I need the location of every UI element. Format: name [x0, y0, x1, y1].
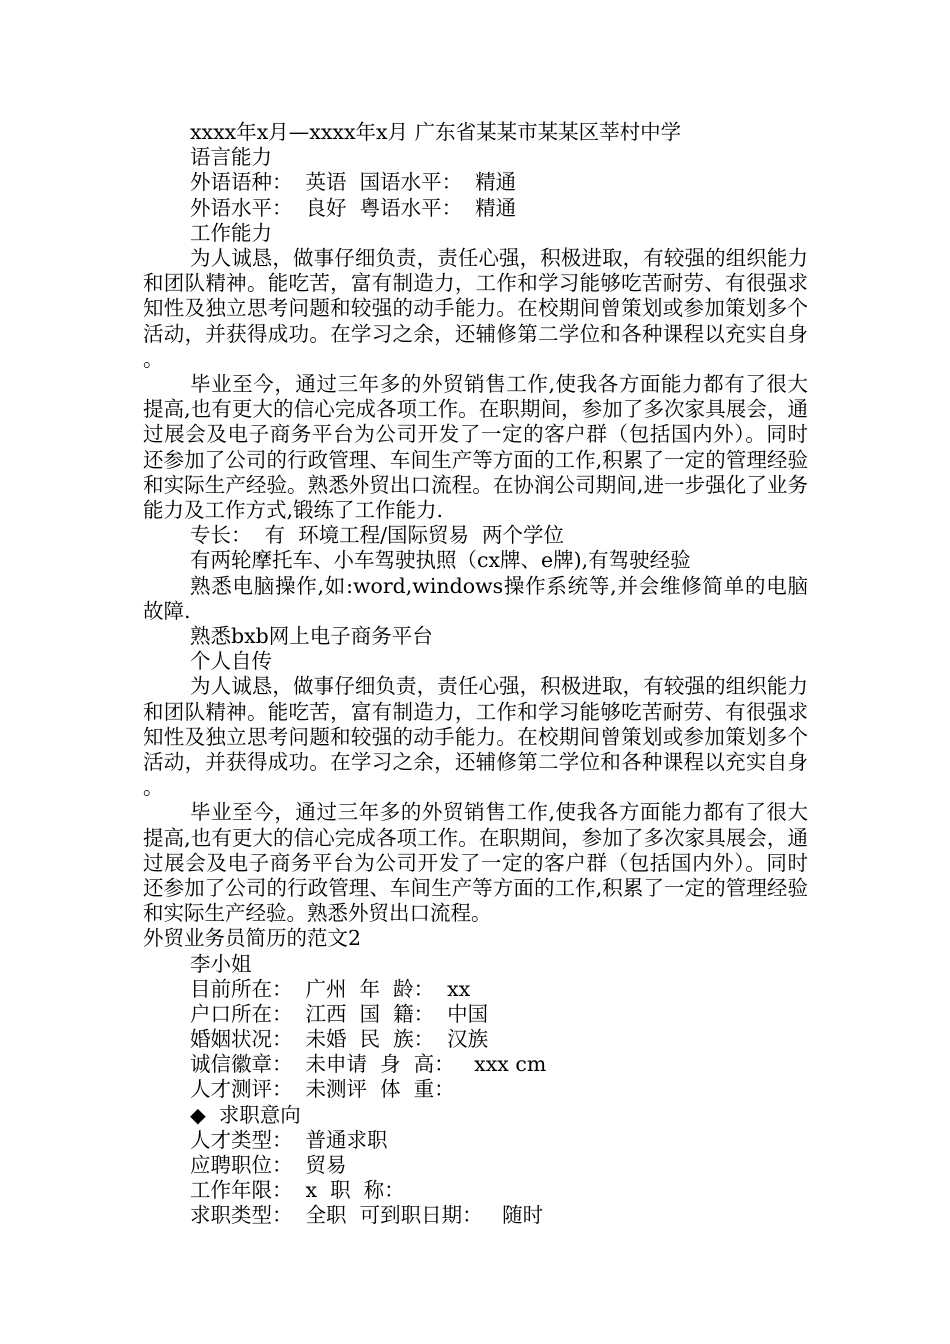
info-line: 户口所在： 江西 国 籍： 中国 [190, 1001, 489, 1026]
autobiography-paragraph-2: 毕业至今，通过三年多的外贸销售工作,使我各方面能力都有了很大提高,也有更大的信心完成各项工作。在职期间，参加了多次家具展会，通过展会及电子商务平台为公司开发了一定的客户群（包括国内外）。同时还参加了公司的行政管理、车间生产等方面的工作,积累了一定的管理经验和实际生产经验。熟悉外贸出口流程。 [143, 800, 808, 926]
intent-heading: ◆ 求职意向 [190, 1102, 301, 1127]
license-line: 有两轮摩托车、小车驾驶执照（cx牌、e牌),有驾驶经验 [190, 548, 691, 573]
work-ability-heading: 工作能力 [190, 220, 272, 245]
autobiography-heading: 个人自传 [190, 649, 272, 674]
work-paragraph-1: 为人诚恳，做事仔细负责，责任心强，积极进取，有较强的组织能力和团队精神。能吃苦，富有制造力，工作和学习能够吃苦耐劳、有很强求知性及独立思考问题和较强的动手能力。在校期间曾策划或参加策划多个活动，并获得成功。在学习之余，还辅修第二学位和各种课程以充实自身。 [143, 245, 808, 371]
sample-title: 外贸业务员简历的范文2 [143, 926, 362, 951]
info-line: 诚信徽章： 未申请 身 高： xxx cm [190, 1052, 547, 1077]
autobiography-paragraph-1: 为人诚恳，做事仔细负责，责任心强，积极进取，有较强的组织能力和团队精神。能吃苦，富有制造力，工作和学习能够吃苦耐劳、有很强求知性及独立思考问题和较强的动手能力。在校期间曾策划或参加策划多个活动，并获得成功。在学习之余，还辅修第二学位和各种课程以充实自身。 [143, 674, 808, 800]
language-line-2: 外语水平： 良好 粤语水平： 精通 [190, 195, 517, 220]
work-paragraph-2: 毕业至今，通过三年多的外贸销售工作,使我各方面能力都有了很大提高,也有更大的信心完成各项工作。在职期间，参加了多次家具展会，通过展会及电子商务平台为公司开发了一定的客户群（包括国内外）。同时还参加了公司的行政管理、车间生产等方面的工作,积累了一定的管理经验和实际生产经验。熟悉外贸出口流程。在协润公司期间,进一步强化了业务能力及工作方式,锻练了工作能力. [143, 371, 808, 522]
education-line: xxxx年x月—xxxx年x月 广东省某某市某某区莘村中学 [190, 120, 682, 144]
info-line: 人才测评： 未测评 体 重： [190, 1077, 455, 1102]
intent-line: 应聘职位： 贸易 [190, 1153, 347, 1178]
info-line: 目前所在： 广州 年 龄： xx [190, 976, 471, 1001]
specialty-line: 专长： 有 环境工程/国际贸易 两个学位 [190, 523, 565, 548]
name-line: 李小姐 [190, 951, 252, 976]
intent-line: 工作年限： x 职 称： [190, 1178, 405, 1203]
platform-line: 熟悉bxb网上电子商务平台 [190, 623, 433, 648]
computer-paragraph: 熟悉电脑操作,如:word,windows操作系统等,并会维修简单的电脑故障. [143, 573, 808, 623]
intent-line: 求职类型： 全职 可到职日期： 随时 [190, 1203, 544, 1228]
document-page [143, 120, 808, 1229]
intent-line: 人才类型： 普通求职 [190, 1127, 388, 1152]
info-line: 婚姻状况： 未婚 民 族： 汉族 [190, 1027, 489, 1052]
language-line-1: 外语语种： 英语 国语水平： 精通 [190, 170, 517, 195]
language-heading: 语言能力 [190, 145, 272, 170]
